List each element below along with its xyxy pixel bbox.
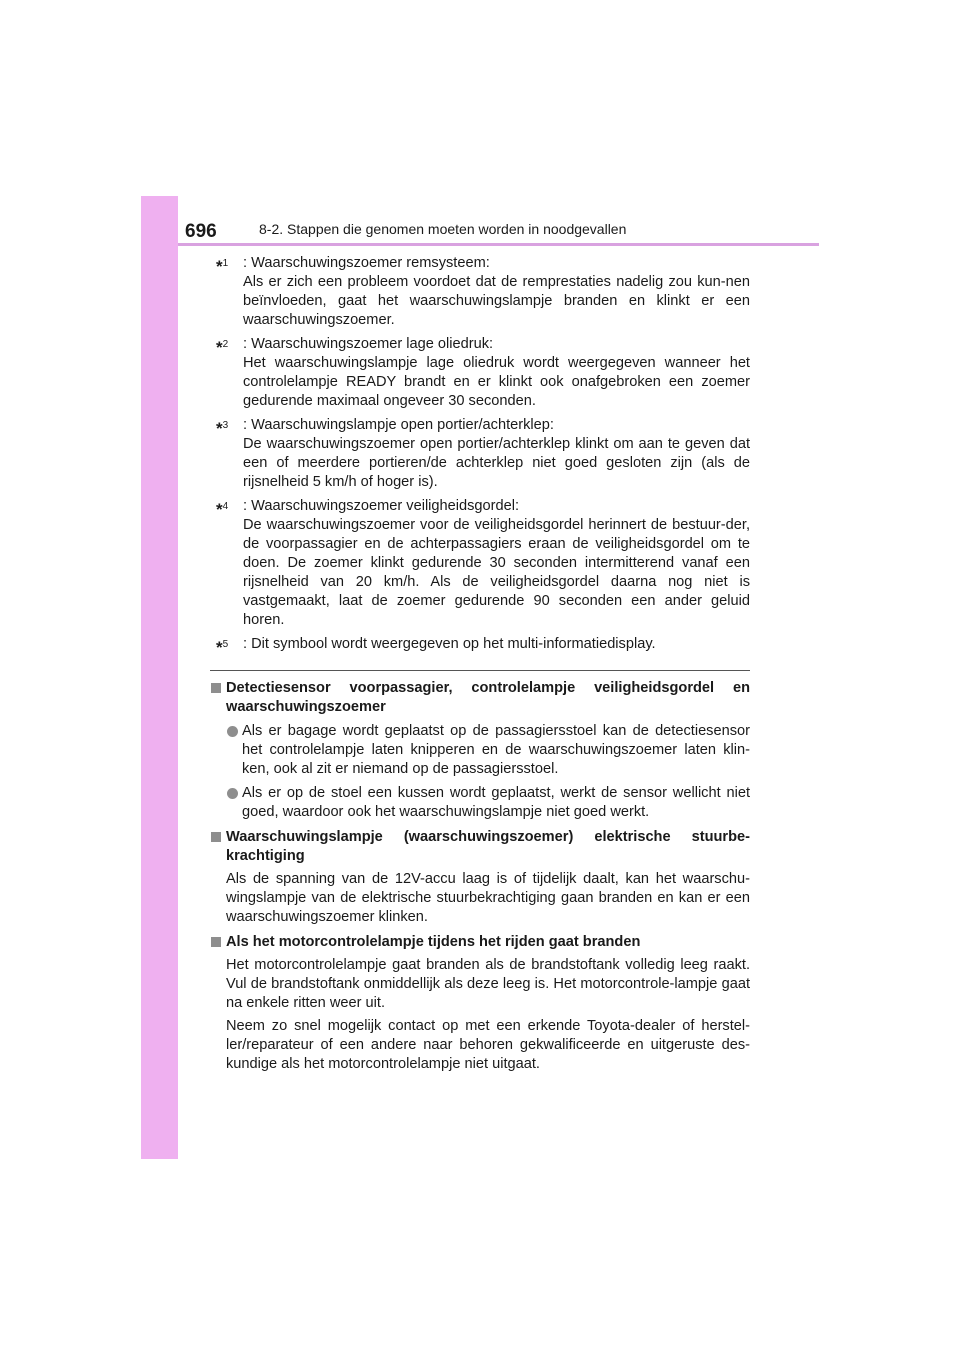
footnote-title: : Waarschuwingszoemer remsysteem:: [243, 255, 490, 271]
info-section-title: Detectiesensor voorpassagier, controlelampje veiligheidsgordel en waarschuwingszoemer: [226, 680, 750, 715]
info-section-title: Waarschuwingslampje (waarschuwingszoemer) elektrische stuurbe-krachtiging: [226, 829, 750, 864]
footnote: [210, 416, 750, 492]
header-rule: [178, 243, 819, 246]
chapter-sidebar-tab: [141, 196, 178, 1159]
info-section: [210, 933, 750, 1074]
footnote-title: : Waarschuwingszoemer lage oliedruk:: [243, 336, 494, 352]
page-number: 696: [185, 221, 217, 242]
paragraph: Als de spanning van de 12V-accu laag is of tijdelijk daalt, kan het waarschu-wingslampje van de elektrische stuurbekrachtiging gaan branden en kan er een waarschuwingszoemer klinken.: [226, 871, 750, 925]
list-item-text: Als er op de stoel een kussen wordt geplaatst, werkt de sensor wellicht niet goed, waardoor ook het waarschuwingslampje niet goed werkt.: [242, 785, 750, 820]
section-divider: [210, 670, 750, 671]
footnote: [210, 497, 750, 630]
footnote-mark: *$^3$: [216, 419, 229, 438]
footnote-title: : Waarschuwingszoemer veiligheidsgordel:: [243, 498, 520, 514]
footnote-body: Als er zich een probleem voordoet dat de remprestaties nadelig zou kun-nen beïnvloeden, gaat het waarschuwingslampje branden en klinkt er een waarschuwingszoemer.: [243, 274, 750, 328]
list-item: [226, 722, 750, 779]
paragraph: Neem zo snel mogelijk contact op met een erkende Toyota-dealer of herstel-ler/reparateur of een andere naar behoren gekwalificeerde en uitgeruste des-kundige als het motorcontrolelampje niet uitgaat.: [226, 1018, 750, 1072]
info-section: [210, 828, 750, 927]
square-bullet-icon: [211, 683, 221, 693]
square-bullet-icon: [211, 832, 221, 842]
footnote-title: : Dit symbool wordt weergegeven op het multi-informatiedisplay.: [243, 636, 656, 652]
list-item: [226, 784, 750, 822]
footnote-mark: *$^1$: [216, 257, 229, 276]
footnote-title: : Waarschuwingslampje open portier/achterklep:: [243, 417, 554, 433]
page-header: [141, 196, 819, 248]
info-section: [210, 679, 750, 822]
footnote-mark: *$^4$: [216, 500, 229, 519]
footnote: [210, 254, 750, 330]
footnote-body: De waarschuwingszoemer voor de veiligheidsgordel herinnert de bestuur-der, de voorpassagier en de achterpassagiers eraan de veiligheidsgordel om te doen. De zoemer klinkt gedurende 30 seconden intermitterend vanaf een rijsnelheid van 20 km/h. Als de veiligheidsgordel daarna nog niet is vastgemaakt, laat de zoemer gedurende 90 seconden een ander geluid horen.: [243, 517, 750, 628]
list-item-text: Als er bagage wordt geplaatst op de passagiersstoel kan de detectiesensor het controlelampje laten knipperen en de waarschuwingszoemer laten klin-ken, ook al zit er niemand op de passagiersstoel.: [242, 723, 750, 777]
square-bullet-icon: [211, 937, 221, 947]
page-content: [210, 254, 750, 1074]
paragraph: Het motorcontrolelampje gaat branden als de brandstoftank volledig leeg raakt. Vul de brandstoftank onmiddellijk als deze leeg is. Het motorcontrole-lampje gaat na enkele ritten weer uit.: [226, 957, 750, 1011]
section-title: 8-2. Stappen die genomen moeten worden in noodgevallen: [259, 221, 627, 237]
circle-bullet-icon: [227, 726, 238, 737]
footnote-mark: *$^2$: [216, 338, 229, 357]
footnote-body: De waarschuwingszoemer open portier/achterklep klinkt om aan te geven dat een of meerdere portieren/de achterklep niet goed gesloten zijn (als de rijsnelheid 5 km/h of hoger is).: [243, 436, 750, 490]
footnote-body: Het waarschuwingslampje lage oliedruk wordt weergegeven wanneer het controlelampje READY brandt en er klinkt ook onafgebroken een zoemer gedurende maximaal ongeveer 30 seconden.: [243, 355, 750, 409]
footnote: [210, 635, 750, 657]
circle-bullet-icon: [227, 788, 238, 799]
footnote-mark: *$^5$: [216, 638, 229, 657]
info-section-title: Als het motorcontrolelampje tijdens het rijden gaat branden: [226, 934, 641, 950]
footnote: [210, 335, 750, 411]
